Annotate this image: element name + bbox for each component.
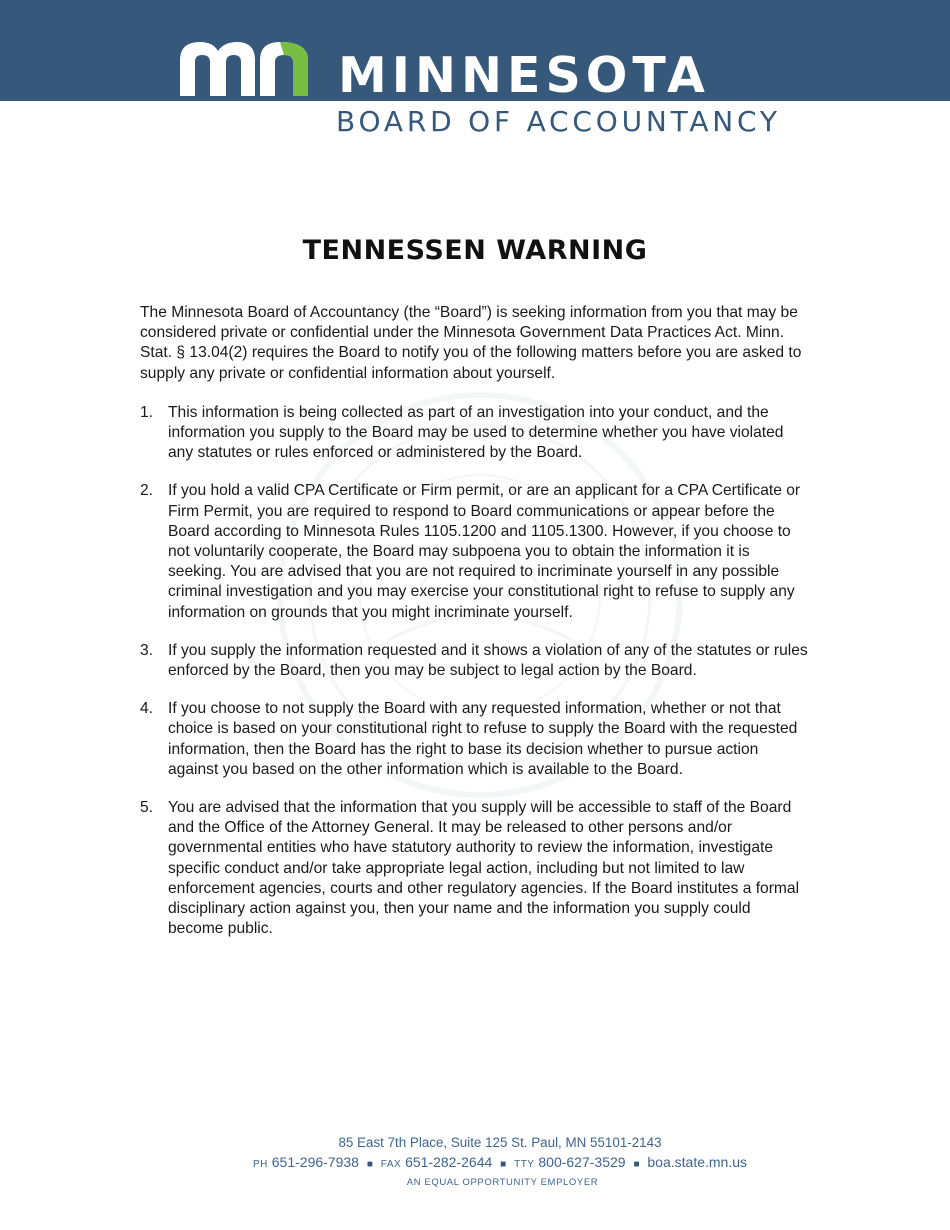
fax-label: FAX xyxy=(380,1159,402,1170)
list-item-number: 1. xyxy=(140,403,154,421)
list-item-text: If you supply the information requested and it shows a violation of any of the statutes or rules enforced by the Board, then you may be subject to legal action by the Board. xyxy=(168,641,808,680)
list-item-text: If you choose to not supply the Board with any requested information, whether or not that choice is based on your constitutional right to refuse to supply the Board with the requested information, then the Board has the right to base its decision whether to pursue action against you based on the other information which is available to the Board. xyxy=(168,700,798,778)
list-item-number: 3. xyxy=(140,641,154,659)
brand-wordmark: MINNESOTA xyxy=(338,47,710,104)
footer xyxy=(0,1133,950,1191)
list-item-text: You are advised that the information that you supply will be accessible to staff of the Board and the Office of the Attorney General. It may be released to other persons and/or governmental entities who have statutory authority to review the information, investigate specific conduct and/or take appropriate legal action, including but not limited to law enforcement agencies, courts and other regulatory agencies. If the Board institutes a formal disciplinary action against you, then your name and the information you supply could become public. xyxy=(168,799,800,938)
intro-paragraph: The Minnesota Board of Accountancy (the “Board”) is seeking information from you that may be considered private or confidential under the Minnesota Government Data Practices Act. Minn. Stat. § 13.04(2) requires the Board to notify you of the following matters before you are asked to supply any private or confidential information about yourself. xyxy=(140,304,802,382)
agency-name: BOARD OF ACCOUNTANCY xyxy=(336,105,781,138)
list-item xyxy=(140,403,810,464)
minnesota-logo-icon xyxy=(180,40,310,98)
list-item xyxy=(140,641,810,681)
document-title: TENNESSEN WARNING xyxy=(302,235,648,266)
list-item-number: 2. xyxy=(140,482,154,500)
list-item xyxy=(140,798,810,939)
list-item xyxy=(140,481,810,622)
phone-label: PH xyxy=(252,1159,268,1170)
separator-icon: ■ xyxy=(500,1159,507,1170)
document-body xyxy=(140,303,810,957)
list-item-number: 4. xyxy=(140,700,154,718)
list-item-number: 5. xyxy=(140,799,154,817)
warning-list xyxy=(140,403,810,940)
list-item-text: This information is being collected as part of an investigation into your conduct, and the information you supply to the Board may be used to determine whether you have violated any statutes or rules enforced or administered by the Board. xyxy=(168,403,784,462)
tty-label: TTY xyxy=(514,1159,535,1170)
equal-opportunity-notice: AN EQUAL OPPORTUNITY EMPLOYER xyxy=(406,1177,599,1188)
phone-number: 651-296-7938 xyxy=(271,1154,359,1170)
footer-address: 85 East 7th Place, Suite 125 St. Paul, MN 55101-2143 xyxy=(338,1135,662,1150)
list-item xyxy=(140,699,810,780)
list-item-text: If you hold a valid CPA Certificate or Firm permit, or are an applicant for a CPA Certificate or Firm Permit, you are required to respond to Board communications or appear before the Board according to Minnesota Rules 1105.1200 and 1105.1300. However, if you choose to not voluntarily cooperate, the Board may subpoena you to obtain the information it is seeking. You are advised that you are not required to incriminate yourself in any possible criminal investigation and you may exercise your constitutional right to refuse to supply any information on grounds that you might incriminate yourself. xyxy=(168,482,801,621)
website-link[interactable]: boa.state.mn.us xyxy=(647,1154,748,1170)
footer-contact-line xyxy=(50,1152,950,1175)
separator-icon: ■ xyxy=(366,1159,373,1170)
fax-number: 651-282-2644 xyxy=(405,1154,493,1170)
tty-number: 800-627-3529 xyxy=(538,1154,626,1170)
separator-icon: ■ xyxy=(633,1159,640,1170)
